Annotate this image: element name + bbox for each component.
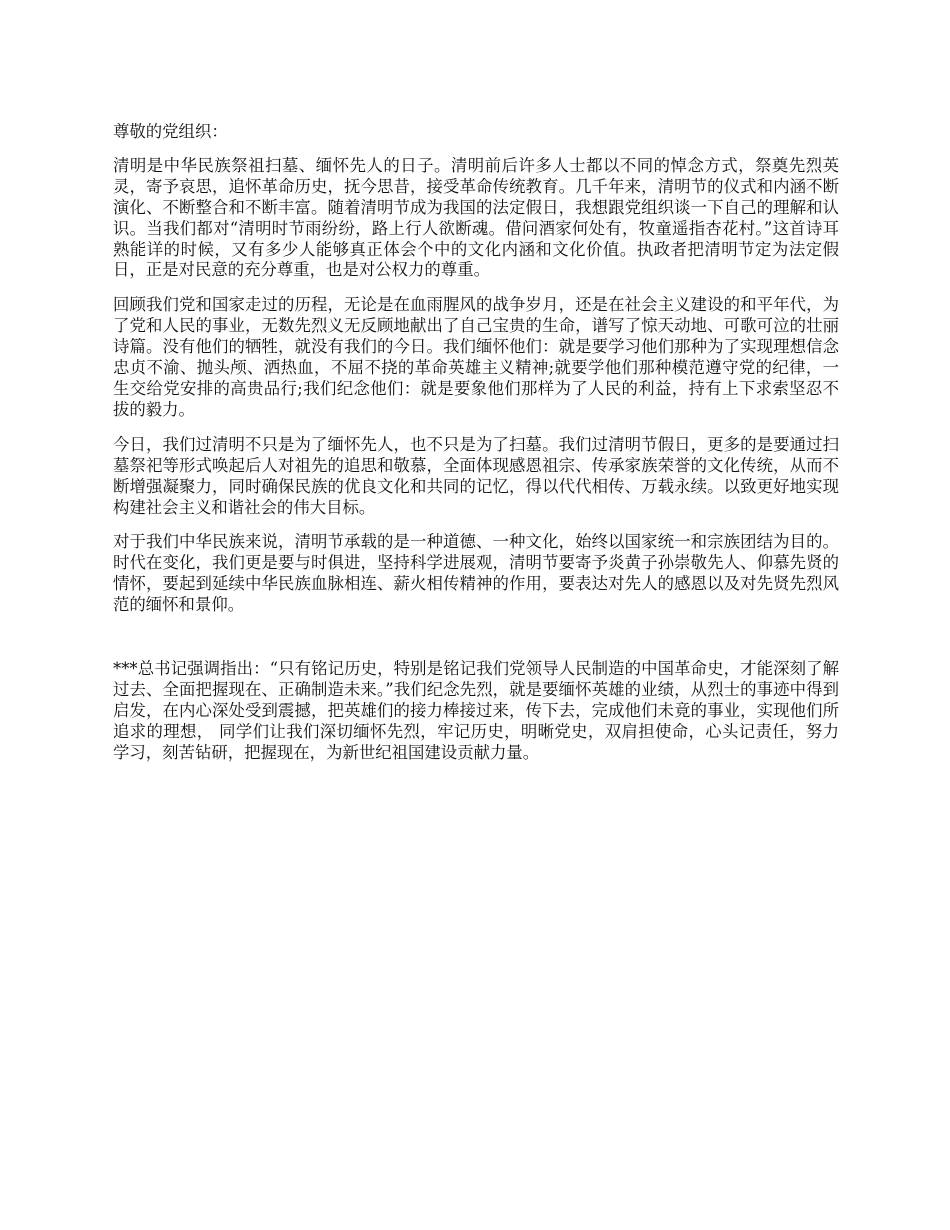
paragraph-closing-quote: ***总书记强调指出：“只有铭记历史，特别是铭记我们党领导人民制造的中国革命史，才能深刻了解过去、全面把握现在、正确制造未来。”我们纪念先烈，就是要缅怀英雄的业绩，从烈士的事迹中得到启发，在内心深处受到震撼，把英雄们的接力棒接过来，传下去，完成他们未竟的事业，实现他们所追求的理想， 同学们让我们深切缅怀先烈，牢记历史，明晰党史，双肩担使命，心头记责任，努力学习，刻苦钻研，把握现在，为新世纪祖国建设贡献力量。 — [113, 659, 839, 762]
salutation: 尊敬的党组织： — [113, 122, 228, 141]
paragraph-purpose-today: 今日，我们过清明不只是为了缅怀先人，也不只是为了扫墓。我们过清明节假日，更多的是要通过扫墓祭祀等形式唤起后人对祖先的追思和敬慕，全面体现感恩祖宗、传承家族荣誉的文化传统，从而不断增强凝聚力，同时确保民族的优良文化和共同的记忆，得以代代相传、万载永续。以致更好地实现构建社会主义和谐社会的伟大目标。 — [113, 434, 839, 517]
paragraph-culture-meaning: 对于我们中华民族来说，清明节承载的是一种道德、一种文化，始终以国家统一和宗族团结为目的。时代在变化，我们更是要与时俱进，坚持科学进展观，清明节要寄予炎黄子孙崇敬先人、仰慕先贤的情怀，要起到延续中华民族血脉相连、薪火相传精神的作用，要表达对先人的感恩以及对先贤先烈风范的缅怀和景仰。 — [113, 532, 839, 615]
paragraph-history-review: 回顾我们党和国家走过的历程，无论是在血雨腥风的战争岁月，还是在社会主义建设的和平年代，为了党和人民的事业，无数先烈义无反顾地献出了自己宝贵的生命，谱写了惊天动地、可歌可泣的壮丽诗篇。没有他们的牺牲，就没有我们的今日。我们缅怀他们：就是要学习他们那种为了实现理想信念忠贞不渝、抛头颅、洒热血，不屈不挠的革命英雄主义精神;就要学他们那种模范遵守党的纪律，一生交给党安排的高贵品行;我们纪念他们：就是要象他们那样为了人民的利益，持有上下求索坚忍不拔的毅力。 — [113, 295, 839, 419]
paragraph-qingming-intro: 清明是中华民族祭祖扫墓、缅怀先人的日子。清明前后许多人士都以不同的悼念方式，祭奠先烈英灵，寄予哀思，追怀革命历史，抚今思昔，接受革命传统教育。几千年来，清明节的仪式和内涵不断演化、不断整合和不断丰富。随着清明节成为我国的法定假日，我想跟党组织谈一下自己的理解和认识。当我们都对“清明时节雨纷纷，路上行人欲断魂。借问酒家何处有，牧童遥指杏花村。”这首诗耳熟能详的时候，又有多少人能够真正体会个中的文化内涵和文化价值。执政者把清明节定为法定假日，正是对民意的充分尊重，也是对公权力的尊重。 — [113, 155, 839, 280]
document-body — [113, 122, 839, 778]
paragraph-spacer — [113, 630, 839, 659]
